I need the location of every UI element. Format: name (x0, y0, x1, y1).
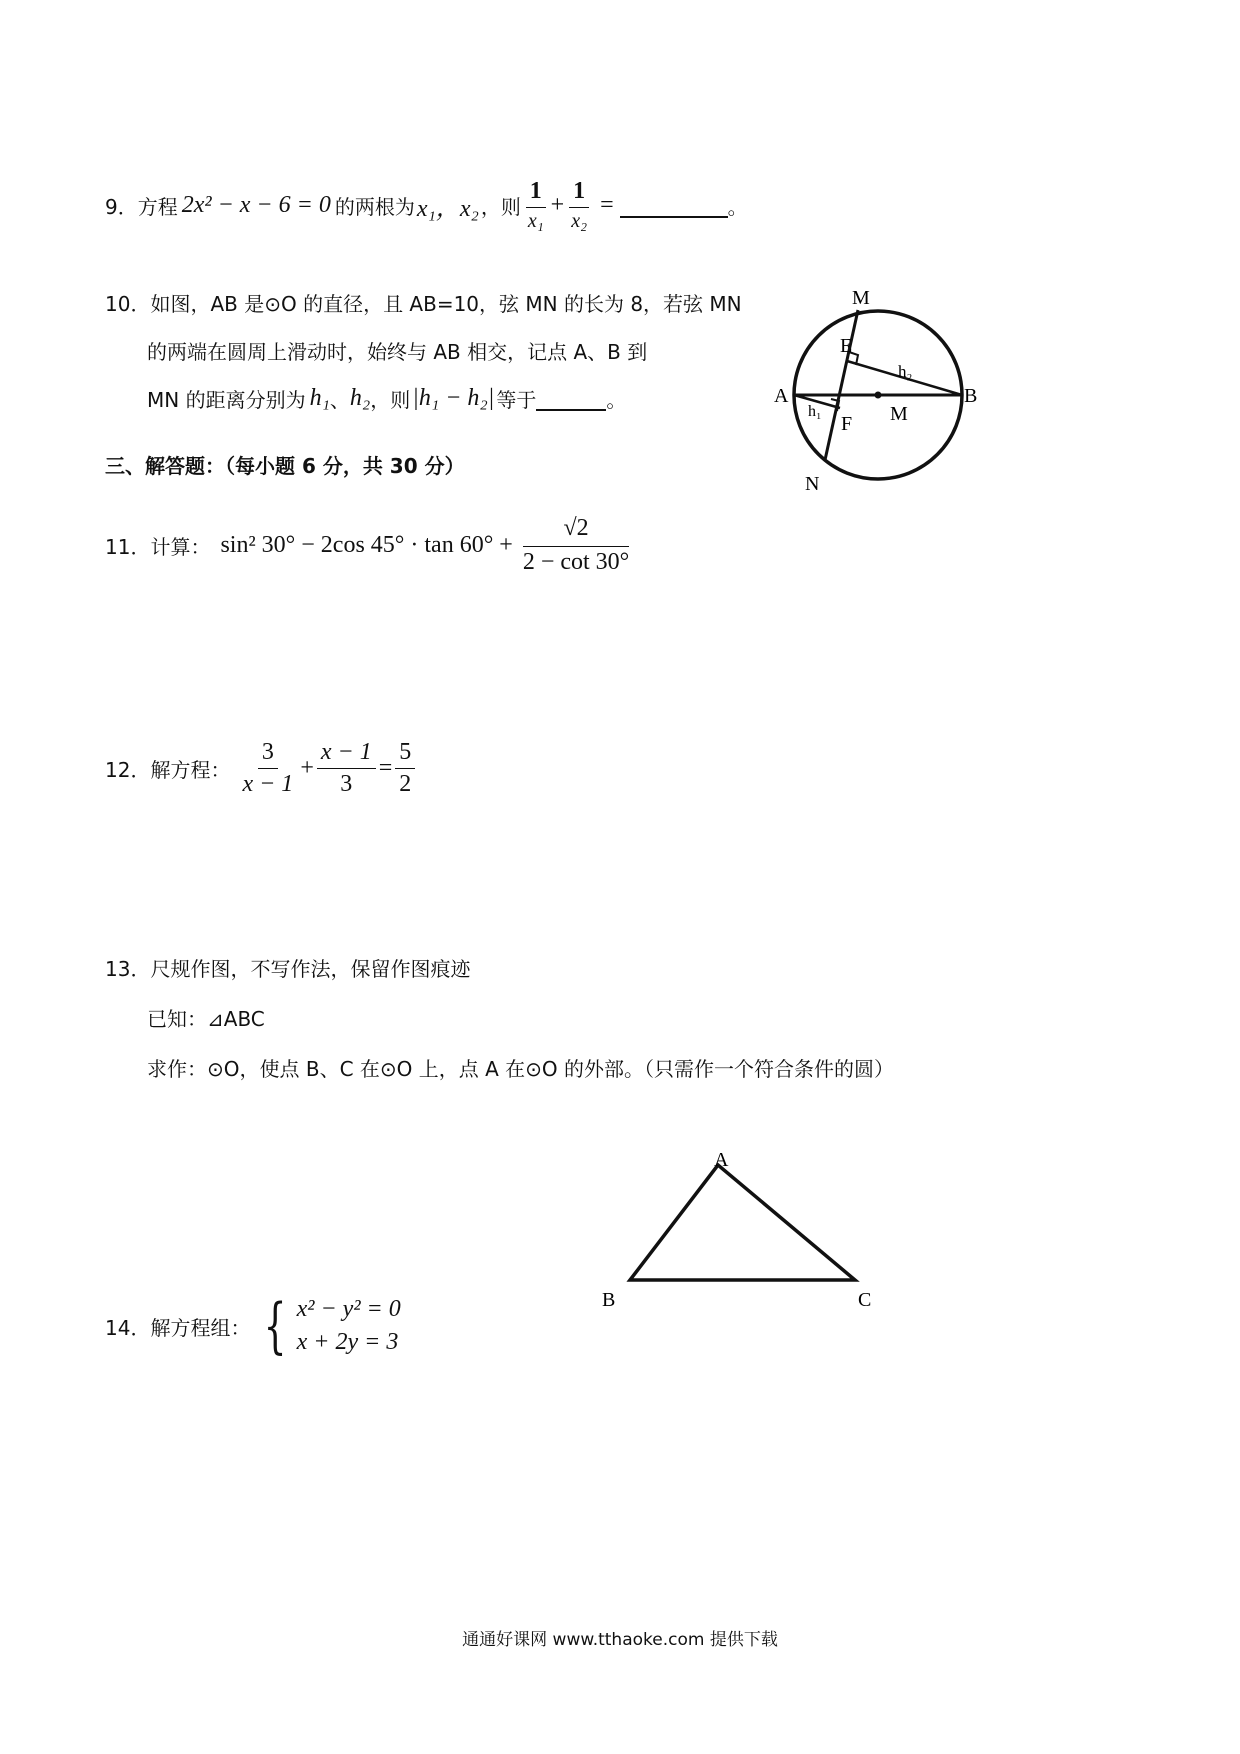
label-c: C (858, 1289, 872, 1311)
label-n: N (805, 473, 820, 495)
q9-roots: x₁，x₂ (416, 195, 479, 222)
q12-equals: = (378, 754, 393, 781)
q10-text-1: 如图，AB 是⊙O 的直径，且 AB=10，弦 MN 的长为 8，若弦 MN (150, 292, 742, 316)
label-a: A (714, 1149, 729, 1171)
q10-circle-figure (760, 280, 1000, 500)
label-b: B (964, 385, 978, 407)
label-m-top: M (852, 287, 870, 309)
label-m-center: M (890, 403, 908, 425)
q14-number: 14． (105, 1315, 151, 1340)
q11-number: 11． (105, 534, 151, 559)
q13-title-text: 尺规作图，不写作法，保留作图痕迹 (150, 957, 471, 981)
q12-fraction-1: $\frac{3}{x - 1}$ (242, 739, 294, 797)
label-h2: h₂ (898, 362, 913, 381)
q12-label: 解方程： (150, 757, 231, 782)
q9-fraction-1: $\frac{1}{\text{x₁}}$ (524, 178, 548, 231)
q10-sep: 、 (329, 388, 350, 412)
q14-equation-2: x + 2y = 3 (296, 1329, 399, 1355)
q13-given: 已知：⊿ABC (147, 1007, 265, 1031)
q11-fraction: $\frac{√2}{2 - \cot 30^\circ}$ (522, 515, 630, 575)
q9-plus: + (550, 191, 565, 218)
q10-abs-expression: |h₁ − h₂| (412, 385, 495, 411)
q14-system (297, 1296, 401, 1356)
q11-expression: sin² 30° − 2cos 45° · tan 60° + (220, 531, 513, 558)
q9-equals: = (600, 191, 614, 218)
q10-h2: h₂ (349, 385, 371, 411)
q9-equation: 2x² − x − 6 = 0 (181, 191, 331, 218)
triangle-abc (630, 1165, 855, 1280)
q13-title (105, 953, 470, 982)
q14-label: 解方程组： (150, 1315, 251, 1340)
q10-answer-blank (536, 387, 606, 411)
q10-text-3c: 等于 (496, 388, 537, 412)
q10-line-1 (105, 288, 742, 317)
q11-label: 计算： (150, 534, 211, 559)
q9-text-1: 方程 (137, 194, 178, 219)
page-footer: 通通好课网 www.tthaoke.com 提供下载 (462, 1630, 778, 1650)
q13-number: 13． (105, 957, 151, 981)
q12-plus: + (300, 754, 314, 781)
q12-number: 12． (105, 757, 151, 782)
q10-number: 10． (105, 292, 151, 316)
q13-triangle-figure (590, 1140, 890, 1320)
q10-text-3b: ，则 (370, 388, 411, 412)
label-h1: h₁ (808, 403, 822, 420)
brace-icon: { (264, 1291, 288, 1361)
q10-line-2: 的两端在圆周上滑动时，始终与 AB 相交，记点 A、B 到 (147, 340, 648, 364)
q9-text-3: ，则 (480, 194, 521, 219)
q9-fraction-2: $\frac{1}{\text{x₂}}$ (567, 178, 591, 231)
q10-h1: h₁ (309, 385, 330, 411)
q13-task: 求作：⊙O，使点 B、C 在⊙O 上，点 A 在⊙O 的外部。（只需作一个符合条件的圆） (147, 1057, 895, 1081)
label-b: B (602, 1289, 616, 1311)
q9-answer-blank (620, 192, 728, 218)
label-e: E (840, 335, 853, 357)
question-12 (105, 728, 418, 808)
question-14 (105, 1286, 401, 1366)
q10-text-3a: MN 的距离分别为 (147, 388, 306, 412)
question-11 (105, 505, 636, 585)
question-9 (105, 178, 748, 232)
center-point (875, 392, 882, 399)
q9-text-2: 的两根为 (334, 194, 415, 219)
q14-equation-1: x² − y² = 0 (296, 1296, 401, 1322)
label-a: A (774, 385, 789, 407)
q10-end: 。 (606, 388, 627, 412)
section-3-heading: 三、解答题：（每小题 6 分，共 30 分） (105, 454, 465, 478)
chord-mn (825, 310, 858, 460)
q10-line-3 (147, 384, 626, 413)
q12-fraction-2: $\frac{x - 1}{3}$ (317, 739, 376, 797)
label-f: F (841, 413, 853, 435)
q12-fraction-3: $\frac{5}{2}$ (395, 739, 415, 797)
q9-number: 9． (105, 194, 138, 219)
q9-end: 。 (727, 194, 748, 219)
